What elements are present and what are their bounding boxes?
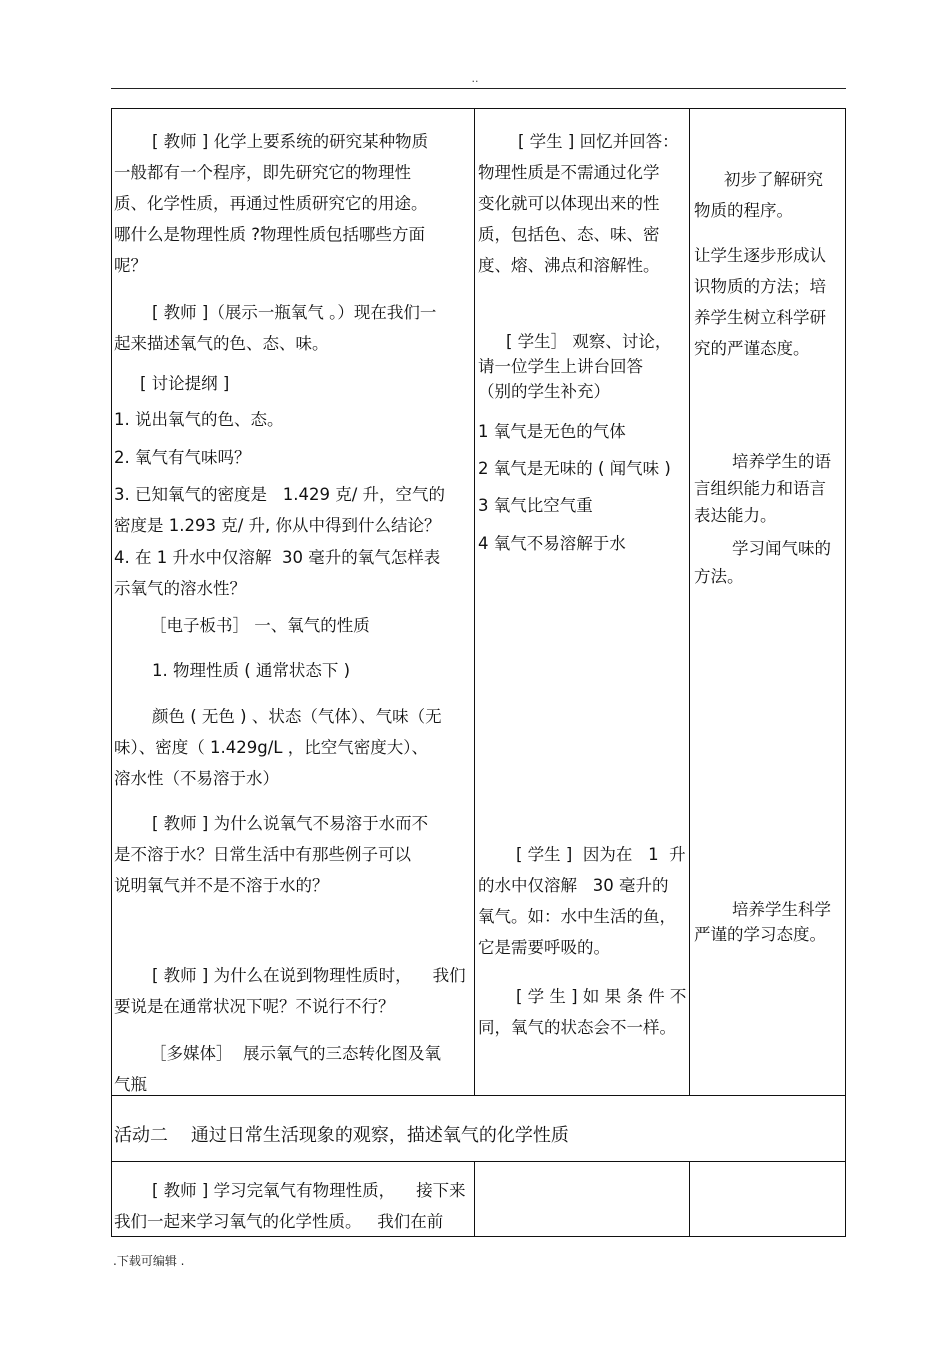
text-line: 我们一起来学习氧气的化学性质。 我们在前 [114, 1212, 444, 1231]
student-answer-3: 3 氧气比空气重 [478, 496, 593, 515]
text-line: [ 教师 ] 学习完氧气有物理性质， 接下来 [152, 1181, 466, 1200]
text-line: 颜色 ( 无色 ) 、状态（气体）、气味（无 [152, 707, 442, 726]
text-line: 让学生逐步形成认 [694, 246, 826, 265]
text-line: 度、熔、沸点和溶解性。 [478, 256, 660, 275]
text-line: 起来描述氧气的色、态、味。 [114, 334, 329, 353]
student-paragraph-4 [478, 981, 688, 1043]
col-divider-2 [689, 108, 690, 1096]
text-line: 物理性质是不需通过化学 [478, 163, 660, 182]
text-line: 方法。 [694, 567, 744, 586]
goal-3 [694, 448, 844, 529]
text-line: [ 教师 ]（展示一瓶氧气 。）现在我们一 [152, 303, 437, 322]
question-4 [114, 542, 472, 604]
goal-5 [694, 897, 844, 947]
text-line: 识物质的方法；培 [694, 277, 826, 296]
text-line: 培养学生科学 [732, 900, 831, 919]
question-3 [114, 479, 472, 541]
student-paragraph-2 [478, 329, 688, 404]
text-line: 养学生树立科学研 [694, 308, 826, 327]
physical-properties-heading: 1. 物理性质 ( 通常状态下 ) [152, 661, 351, 680]
text-line: （别的学生补充） [478, 382, 610, 401]
text-line: 表达能力。 [694, 506, 777, 525]
text-line: 它是需要呼吸的。 [478, 938, 610, 957]
text-line: 质，包括色、态、味、密 [478, 225, 660, 244]
student-answer-1: 1 氧气是无色的气体 [478, 422, 626, 441]
text-line: 气瓶 [114, 1075, 147, 1094]
text-line: 氧气。如：水中生活的鱼， [478, 907, 676, 926]
text-line: 同，氧气的状态会不一样。 [478, 1018, 676, 1037]
text-line: 哪什么是物理性质 ?物理性质包括哪些方面 [114, 225, 426, 244]
text-line: ［多媒体］ 展示氧气的三态转化图及氧 [150, 1044, 441, 1063]
header-rule [111, 88, 846, 89]
text-line: [ 学生 ] 回忆并回答： [518, 132, 679, 151]
text-line: 学习闻气味的 [732, 539, 831, 558]
text-line: 变化就可以体现出来的性 [478, 194, 660, 213]
discussion-outline-heading: [ 讨论提纲 ] [140, 374, 230, 393]
text-line: [ 教师 ] 为什么在说到物理性质时， 我们 [152, 966, 466, 985]
text-line: 味）、密度（ 1.429g/L ，比空气密度大）、 [114, 738, 428, 757]
text-line: 培养学生的语 [732, 452, 831, 471]
student-paragraph-3 [478, 839, 688, 963]
text-line: 的水中仅溶解 30 毫升的 [478, 876, 669, 895]
teacher-paragraph-3 [114, 808, 472, 901]
text-line: 究的严谨态度。 [694, 339, 810, 358]
text-line: 溶水性（不易溶于水） [114, 769, 279, 788]
question-1: 1. 说出氧气的色、态。 [114, 410, 284, 429]
goal-4 [694, 535, 844, 591]
student-answer-2: 2 氧气是无味的 ( 闻气味 ) [478, 459, 671, 478]
text-line: 示氧气的溶水性？ [114, 579, 246, 598]
text-line: 请一位学生上讲台回答 [478, 357, 643, 376]
text-line: 密度是 1.293 克/ 升, 你从中得到什么结论？ [114, 516, 441, 535]
question-2: 2. 氧气有气味吗？ [114, 448, 251, 467]
physical-properties-text [114, 701, 472, 794]
text-line: 质、化学性质，再通过性质研究它的用途。 [114, 194, 428, 213]
activity-2-heading: 活动二 通过日常生活现象的观察，描述氧气的化学性质 [114, 1125, 569, 1146]
footer-note: .下载可编辑 . [113, 1254, 185, 1268]
text-line: 物质的程序。 [694, 201, 793, 220]
teacher-paragraph-5 [114, 1175, 472, 1237]
teacher-paragraph-4 [114, 960, 472, 1022]
teacher-paragraph-1 [114, 126, 472, 281]
text-line: 要说是在通常状况下呢？不说行不行？ [114, 997, 395, 1016]
text-line: [ 教师 ] 化学上要系统的研究某种物质 [152, 132, 429, 151]
col-divider-1 [474, 108, 475, 1096]
text-line: 4. 在 1 升水中仅溶解 30 毫升的氧气怎样表 [114, 548, 441, 567]
text-line: 初步了解研究 [724, 170, 823, 189]
goal-1 [694, 164, 844, 226]
text-line: 一般都有一个程序，即先研究它的物理性 [114, 163, 411, 182]
text-line: 3. 已知氧气的密度是 1.429 克/ 升，空气的 [114, 485, 446, 504]
text-line: [ 学生］ 观察、讨论， [506, 332, 672, 351]
teacher-paragraph-2 [114, 297, 472, 359]
text-line: 言组织能力和语言 [694, 479, 826, 498]
header-mark: .. [471, 72, 479, 85]
student-paragraph-1 [478, 126, 688, 281]
col-divider-last-1 [474, 1161, 475, 1237]
text-line: 是不溶于水？日常生活中有那些例子可以 [114, 845, 411, 864]
text-line: 严谨的学习态度。 [694, 925, 826, 944]
text-line: 呢？ [114, 256, 147, 275]
text-line: [ 教师 ] 为什么说氧气不易溶于水而不 [152, 814, 429, 833]
text-line: 说明氧气并不是不溶于水的？ [114, 876, 329, 895]
goal-2 [694, 240, 844, 364]
student-answer-4: 4 氧气不易溶解于水 [478, 534, 626, 553]
col-divider-last-2 [689, 1161, 690, 1237]
text-line: [ 学生 ] 因为在 1 升 [516, 845, 686, 864]
board-heading: ［电子板书］ 一、氧气的性质 [150, 616, 370, 635]
text-line: [ 学 生 ] 如 果 条 件 不 [516, 987, 687, 1006]
multimedia-paragraph [114, 1038, 472, 1100]
